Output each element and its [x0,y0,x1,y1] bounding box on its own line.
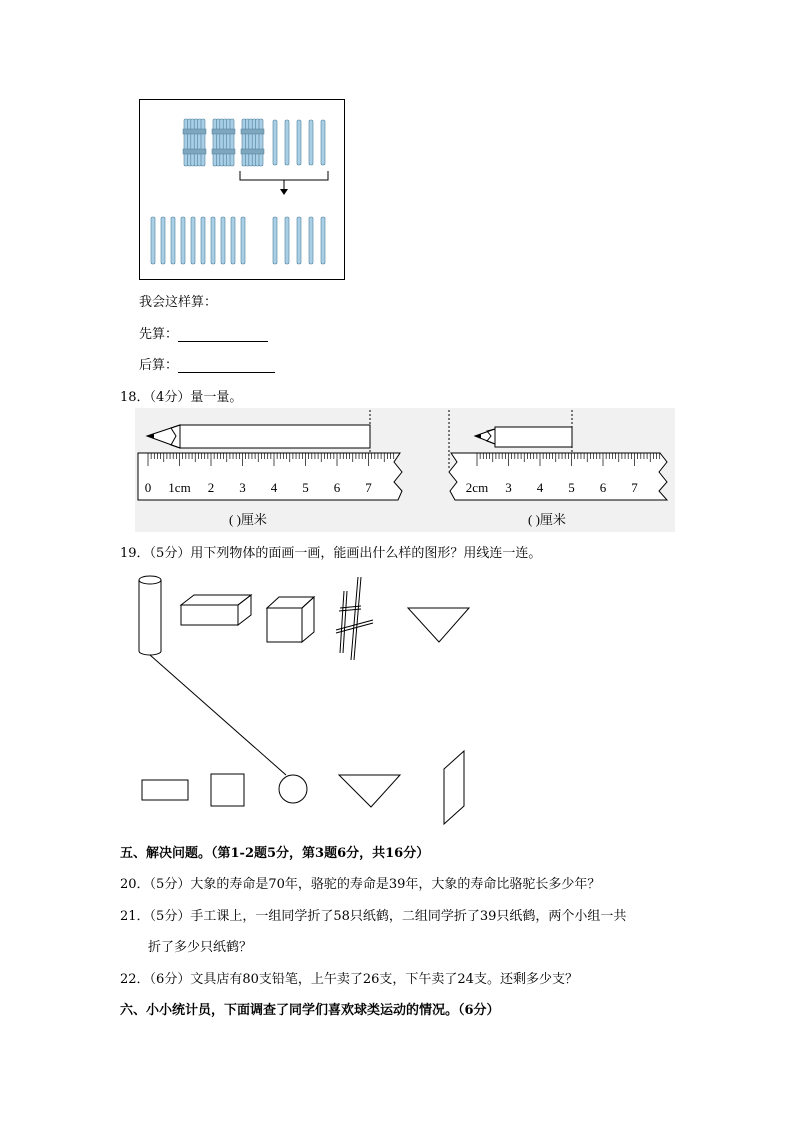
ruler-1-answer: ( )厘米 [229,512,267,527]
ruler-tick-label: 5 [568,480,575,495]
q22-text: 文具店有80支铅笔，上午卖了26支，下午卖了24支。还剩多少支？ [190,972,578,987]
single-stick [181,217,185,264]
first-step-row [139,323,268,342]
ruler-tick-label: 2 [207,480,215,495]
ruler-tick-label: 6 [599,480,607,495]
triangle-object[interactable] [408,608,469,642]
parallelogram-shape[interactable] [444,751,464,824]
cube-object[interactable] [267,597,314,642]
single-stick [211,217,215,264]
single-stick [285,217,289,264]
q21-line [120,905,626,924]
stick-bundle [212,119,235,166]
q21-text-line1: 手工课上，一组同学折了58只纸鹤，二组同学折了39只纸鹤，两个小组一共 [190,909,627,924]
ruler-tick-label: 5 [302,480,309,495]
first-step-label: 先算： [139,327,179,342]
stick-bundle [183,119,206,166]
ruler-tick-label: 6 [333,480,341,495]
single-stick [201,217,205,264]
single-stick [321,217,325,264]
q18-line [120,386,242,405]
then-step-row [139,354,275,373]
connection-line [150,655,286,775]
q18-score: （4分） [149,390,191,405]
ruler-tick-label: 3 [239,480,246,495]
triangle-shape[interactable] [339,775,400,807]
ruler-2-answer: ( )厘米 [528,512,566,527]
single-stick [221,217,225,264]
q20-line [120,873,600,892]
q18-text: 量一量。 [190,390,243,405]
q20-score: （5分） [149,877,191,892]
single-stick [297,217,301,264]
q19-text: 用下列物体的面画一画，能画出什么样的图形？用线连一连。 [190,546,542,561]
ruler-tick-label: 0 [144,480,152,495]
single-stick [171,217,175,264]
single-stick [273,217,277,264]
q18-number: 18． [120,390,150,405]
single-stick [309,217,313,264]
q19-score: （5分） [149,546,191,561]
single-stick [273,120,277,165]
cylinder-object[interactable] [139,576,161,655]
circle-shape[interactable] [279,775,307,803]
q22-line [120,968,578,987]
ruler-tick-label: 7 [631,480,638,495]
q21-number: 21． [120,909,150,924]
ruler-tick-label: 2cm [465,480,489,495]
single-stick [241,217,245,264]
square-shape[interactable] [211,774,244,806]
ruler-tick-label: 4 [270,480,278,495]
sticks-figure [139,99,345,280]
stick-bundle [241,119,264,166]
ruler-tick-label: 7 [365,480,372,495]
section-5-title: 五、解决问题。（第1-2题5分，第3题6分，共16分） [120,846,430,861]
single-stick [285,120,289,165]
single-stick [151,217,155,264]
single-stick [161,217,165,264]
first-step-blank[interactable] [178,328,268,342]
q20-text: 大象的寿命是70年，骆驼的寿命是39年，大象的寿命比骆驼长多少年？ [190,877,601,892]
ruler-tick-label: 4 [536,480,544,495]
method-label: 我会这样算： [139,295,218,310]
ruler-tick-label: 3 [505,480,512,495]
single-stick [321,120,325,165]
single-stick [231,217,235,264]
then-step-label: 后算： [139,358,179,373]
q21-text-line2: 折了多少只纸鹤？ [148,940,253,955]
section-6-title: 六、小小统计员，下面调查了同学们喜欢球类运动的情况。（6分） [120,1003,500,1018]
ruler-figure [135,408,675,532]
q19-number: 19． [120,546,150,561]
cuboid-object[interactable] [181,595,251,625]
q20-number: 20． [120,877,150,892]
q22-score: （6分） [149,972,191,987]
ruler-tick-label: 1cm [168,480,191,495]
q19-line [120,542,541,561]
single-stick [297,120,301,165]
single-stick [191,217,195,264]
triangular-prism-object[interactable] [336,577,373,660]
q21-score: （5分） [149,909,191,924]
single-stick [309,120,313,165]
shapes-figure [128,568,472,830]
then-step-blank[interactable] [178,359,275,373]
q22-number: 22． [120,972,150,987]
rectangle-shape[interactable] [142,780,188,800]
